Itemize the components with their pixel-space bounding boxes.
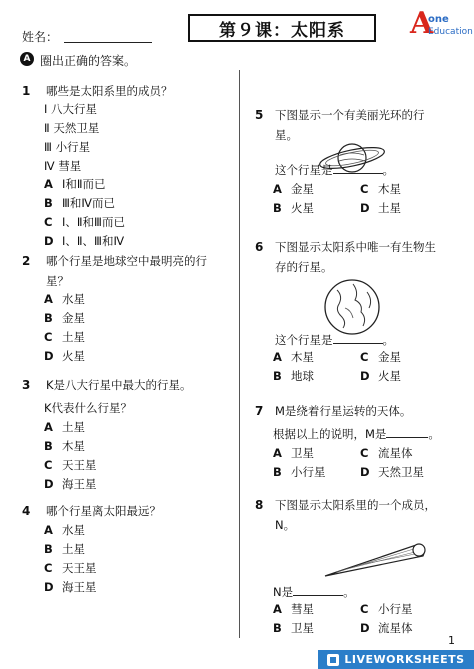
option-text: 天王星 [62, 561, 97, 575]
option-letter: A [273, 350, 282, 364]
fill-prompt: 这个行星是 [275, 163, 333, 177]
option-letter: D [44, 580, 54, 594]
option-c[interactable] [360, 180, 460, 199]
name-label: 姓名： [22, 30, 59, 44]
option-letter: A [44, 292, 53, 306]
logo-one: one [428, 14, 449, 25]
question-text-line-1: 下图显示一个有美丽光环的行 [275, 108, 425, 122]
option-text: 彗星 [291, 602, 314, 616]
earth-illustration [323, 278, 381, 336]
question-number: 8 [255, 498, 264, 512]
option-c[interactable] [44, 559, 244, 578]
option-a[interactable] [44, 418, 244, 437]
option-text: 土星 [378, 201, 401, 215]
option-text: Ⅰ、Ⅱ和Ⅲ而已 [62, 215, 125, 229]
option-letter: B [273, 621, 282, 635]
option-letter: A [44, 177, 53, 191]
option-letter: C [44, 561, 53, 575]
option-a[interactable] [273, 180, 373, 199]
option-text: 水星 [62, 292, 85, 306]
answer-blank[interactable] [333, 161, 383, 174]
question-text-line-1: 下图显示太阳系中唯一有生物生 [275, 240, 436, 254]
option-text: 金星 [378, 350, 401, 364]
page-title: 第９课：太阳系 [188, 14, 376, 42]
item-4: Ⅳ 彗星 [44, 159, 82, 173]
option-d[interactable] [44, 232, 244, 251]
option-b[interactable] [44, 194, 244, 213]
question-text-line-1: 下图显示太阳系里的一个成员， [275, 498, 436, 512]
option-text: 土星 [62, 542, 85, 556]
option-b[interactable] [44, 437, 244, 456]
option-d[interactable] [44, 347, 244, 366]
name-field[interactable] [64, 42, 152, 43]
question-number: 5 [255, 108, 264, 122]
option-letter: D [44, 234, 54, 248]
option-text: 流星体 [378, 621, 413, 635]
item-2: Ⅱ 天然卫星 [44, 121, 100, 135]
option-text: 金星 [62, 311, 85, 325]
question-number: 6 [255, 240, 264, 254]
question-text: M是绕着行星运转的天体。 [275, 404, 412, 418]
option-b[interactable] [273, 463, 373, 482]
option-text: 土星 [62, 330, 85, 344]
option-c[interactable] [44, 328, 244, 347]
section-instruction: 圈出正确的答案。 [40, 54, 137, 68]
liveworksheets-banner[interactable] [318, 650, 474, 669]
option-letter: C [44, 458, 53, 472]
option-d[interactable] [360, 199, 460, 218]
option-text: 木星 [378, 182, 401, 196]
question-text: 哪个行星离太阳最远？ [46, 504, 161, 518]
question-text-line-2: 星。 [275, 128, 298, 142]
option-letter: D [44, 477, 54, 491]
question-text-line-2: N。 [275, 518, 296, 532]
option-text: 卫星 [291, 446, 314, 460]
option-c[interactable] [44, 213, 244, 232]
answer-blank[interactable] [333, 331, 383, 344]
option-letter: C [360, 602, 369, 616]
option-letter: A [273, 602, 282, 616]
option-text: 木星 [62, 439, 85, 453]
question-number: 1 [22, 84, 31, 98]
option-a[interactable] [44, 175, 244, 194]
option-letter: D [44, 349, 54, 363]
option-letter: B [44, 542, 53, 556]
question-number: 2 [22, 254, 31, 268]
option-text: 火星 [291, 201, 314, 215]
fill-in-line[interactable]: N是 。 [273, 585, 355, 599]
option-a[interactable] [44, 290, 244, 309]
option-text: 木星 [291, 350, 314, 364]
liveworksheets-label: LIVEWORKSHEETS [344, 653, 465, 666]
answer-blank[interactable] [293, 583, 343, 596]
option-letter: B [273, 201, 282, 215]
option-c[interactable] [44, 456, 244, 475]
option-letter: A [273, 182, 282, 196]
fill-in-line[interactable]: 这个行星是 。 [275, 163, 394, 177]
option-text: 海王星 [62, 580, 97, 594]
fill-prompt: N是 [273, 585, 294, 599]
option-letter: B [44, 196, 53, 210]
question-subtext: K代表什么行星？ [44, 401, 133, 415]
option-text: Ⅲ和Ⅳ而已 [62, 196, 116, 210]
option-text: 天然卫星 [378, 465, 424, 479]
option-b[interactable] [44, 540, 244, 559]
option-text: 天王星 [62, 458, 97, 472]
option-d[interactable] [360, 463, 460, 482]
option-letter: B [273, 465, 282, 479]
option-letter: D [360, 621, 370, 635]
liveworksheets-icon [327, 654, 339, 666]
question-text-line-2: 星？ [46, 274, 69, 288]
option-letter: C [44, 215, 53, 229]
comet-illustration [317, 538, 429, 580]
option-letter: A [44, 420, 53, 434]
option-text: 卫星 [291, 621, 314, 635]
option-letter: D [360, 465, 370, 479]
option-d[interactable] [44, 578, 244, 597]
question-number: 3 [22, 378, 31, 392]
option-d[interactable] [44, 475, 244, 494]
question-text-line-2: 存的行星。 [275, 260, 333, 274]
option-text: 火星 [62, 349, 85, 363]
option-letter: D [360, 201, 370, 215]
question-number: 7 [255, 404, 264, 418]
option-a[interactable] [273, 600, 373, 619]
option-text: 火星 [378, 369, 401, 383]
option-text: 地球 [291, 369, 314, 383]
item-3: Ⅲ 小行星 [44, 140, 91, 154]
option-letter: C [360, 350, 369, 364]
question-number: 4 [22, 504, 31, 518]
option-a[interactable] [273, 348, 373, 367]
fill-in-line[interactable]: 这个行星是 。 [275, 333, 394, 347]
answer-blank[interactable] [386, 425, 428, 438]
option-c[interactable] [360, 348, 460, 367]
option-b[interactable] [273, 199, 373, 218]
question-text-line-1: 哪个行星是地球空中最明亮的行 [46, 254, 207, 268]
option-letter: A [44, 523, 53, 537]
option-letter: D [360, 369, 370, 383]
option-letter: C [360, 446, 369, 460]
fill-prompt: 这个行星是 [275, 333, 333, 347]
option-text: 水星 [62, 523, 85, 537]
option-b[interactable] [273, 367, 373, 386]
page-number: 1 [448, 634, 455, 647]
option-text: 海王星 [62, 477, 97, 491]
option-a[interactable] [273, 444, 373, 463]
logo-letter: A [410, 6, 434, 41]
option-d[interactable] [360, 619, 460, 638]
option-text: 流星体 [378, 446, 413, 460]
option-letter: C [44, 330, 53, 344]
question-text: K是八大行星中最大的行星。 [46, 378, 192, 392]
option-letter: B [44, 439, 53, 453]
aone-education-logo [410, 6, 473, 46]
option-b[interactable] [44, 309, 244, 328]
option-text: 小行星 [378, 602, 413, 616]
option-text: Ⅰ和Ⅱ而已 [62, 177, 106, 191]
option-d[interactable] [360, 367, 460, 386]
fill-in-line[interactable]: 根据以上的说明，M是 。 [273, 427, 440, 441]
option-c[interactable] [360, 600, 460, 619]
option-letter: B [273, 369, 282, 383]
option-c[interactable] [360, 444, 460, 463]
option-letter: A [273, 446, 282, 460]
fill-prompt: 根据以上的说明，M是 [273, 427, 387, 441]
option-letter: B [44, 311, 53, 325]
option-letter: C [360, 182, 369, 196]
section-badge: A [20, 52, 34, 66]
item-1: Ⅰ 八大行星 [44, 102, 98, 116]
option-text: 小行星 [291, 465, 326, 479]
option-text: 土星 [62, 420, 85, 434]
option-text: 金星 [291, 182, 314, 196]
logo-education: Education [428, 27, 473, 37]
option-text: Ⅰ、Ⅱ、Ⅲ和Ⅳ [62, 234, 125, 248]
option-b[interactable] [273, 619, 373, 638]
question-text: 哪些是太阳系里的成员？ [46, 84, 173, 98]
option-a[interactable] [44, 521, 244, 540]
